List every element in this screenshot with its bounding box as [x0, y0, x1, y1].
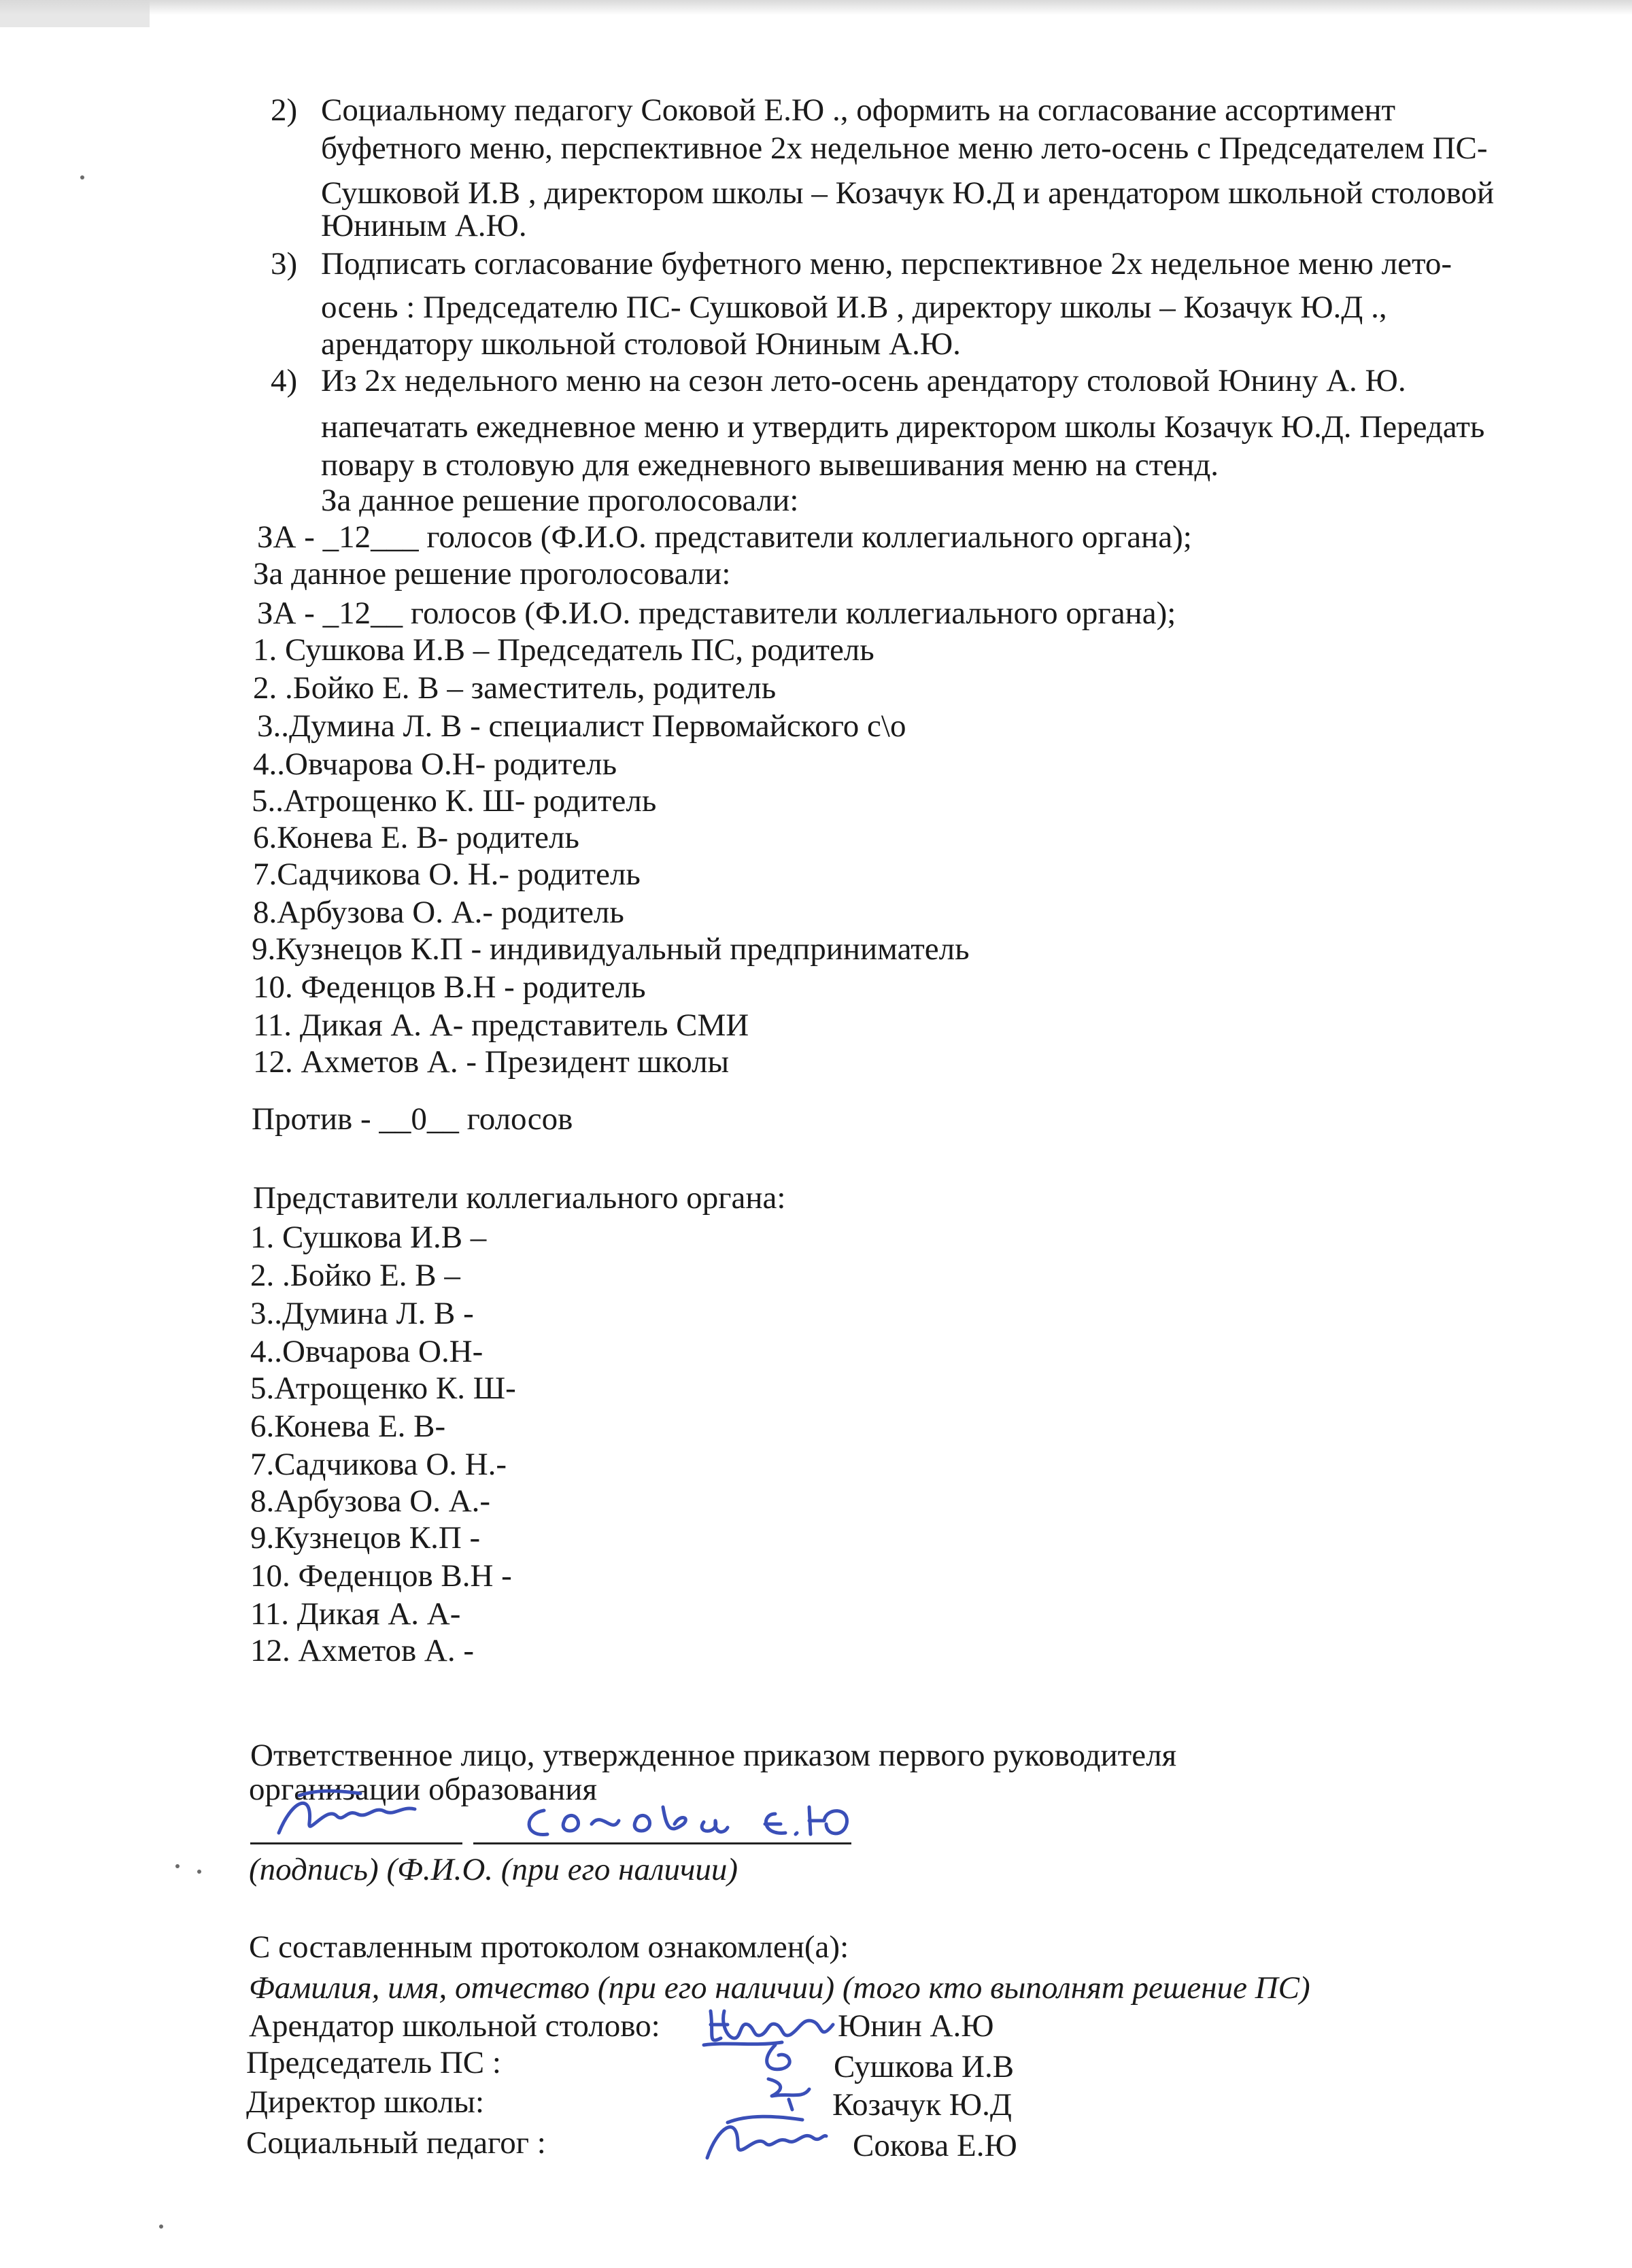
item-number: 2)	[271, 92, 298, 128]
person-name: Сушкова И.В	[834, 2049, 1015, 2084]
voter-entry: 1. Сушкова И.В – Председатель ПС, родитель	[253, 632, 874, 668]
representative-entry: 5.Атрощенко К. Ш-	[250, 1371, 516, 1406]
item-text-line: осень : Председателю ПС- Сушковой И.В , директору школы – Козачук Ю.Д .,	[321, 290, 1387, 325]
signature-image	[748, 2038, 830, 2113]
role-label: Социальный педагог :	[246, 2125, 546, 2161]
signature-image	[700, 2110, 830, 2171]
item-text-line: Юниным А.Ю.	[321, 208, 527, 243]
vote-line: ЗА - _12___ голосов (Ф.И.О. представители коллегиального органа);	[257, 519, 1192, 555]
item-number: 4)	[271, 363, 298, 398]
representative-entry: 1. Сушкова И.В –	[250, 1220, 487, 1255]
item-text-line: напечатать ежедневное меню и утвердить директором школы Козачук Ю.Д. Передать	[321, 409, 1485, 445]
item-text-line: арендатору школьной столовой Юниным А.Ю.	[321, 326, 961, 362]
voter-entry: 3..Думина Л. В - специалист Первомайского с\о	[257, 708, 906, 744]
item-text-line: буфетного меню, перспективное 2х недельное меню лето-осень с Председателем ПС-	[321, 131, 1488, 166]
item-text-line: Из 2х недельного меню на сезон лето-осень арендатору столовой Юнину А. Ю.	[321, 363, 1406, 398]
representative-entry: 12. Ахметов А. -	[250, 1633, 474, 1668]
responsible-line: Ответственное лицо, утвержденное приказом первого руководителя	[250, 1738, 1177, 1773]
representatives-heading: Представители коллегиального органа:	[253, 1180, 786, 1216]
acquainted-heading: С составленным протоколом ознакомлен(а):	[249, 1929, 849, 1965]
acquainted-caption: Фамилия, имя, отчество (при его наличии) (того кто выполнят решение ПС)	[249, 1970, 1310, 2006]
voter-entry: 11. Дикая А. А- представитель СМИ	[253, 1008, 749, 1043]
voter-entry: 12. Ахметов А. - Президент школы	[253, 1044, 730, 1080]
representative-entry: 11. Дикая А. А-	[250, 1596, 461, 1632]
vote-line: ЗА - _12__ голосов (Ф.И.О. представители коллегиального органа);	[257, 596, 1176, 631]
voter-entry: 5..Атрощенко К. Ш- родитель	[252, 783, 657, 819]
representative-entry: 2. .Бойко Е. В –	[250, 1258, 460, 1293]
representative-entry: 6.Конева Е. В-	[250, 1409, 446, 1444]
responsible-line: организации образования	[249, 1772, 597, 1807]
voter-entry: 2. .Бойко Е. В – заместитель, родитель	[253, 670, 777, 706]
representative-entry: 4..Овчарова О.Н-	[250, 1334, 483, 1369]
voter-entry: 7.Садчикова О. Н.- родитель	[253, 857, 641, 892]
representative-entry: 8.Арбузова О. А.-	[250, 1483, 491, 1519]
voter-entry: 6.Конева Е. В- родитель	[253, 820, 579, 855]
representative-entry: 3..Думина Л. В -	[250, 1296, 474, 1331]
item-text-line: повару в столовую для ежедневного вывешивания меню на стенд.	[321, 447, 1219, 483]
person-name: Юнин А.Ю	[838, 2008, 994, 2044]
role-label: Председатель ПС :	[246, 2045, 501, 2080]
person-name: Козачук Ю.Д	[832, 2087, 1012, 2123]
item-text-line: Подписать согласование буфетного меню, перспективное 2х недельное меню лето-	[321, 246, 1452, 281]
item-text-line: За данное решение проголосовали:	[321, 483, 799, 518]
handwritten-name-signature	[517, 1787, 857, 1848]
against-line: Против - __0__ голосов	[252, 1101, 573, 1137]
voter-entry: 10. Феденцов В.Н - родитель	[253, 969, 646, 1005]
role-label: Директор школы:	[246, 2084, 485, 2120]
signature-image	[272, 1785, 428, 1846]
representative-entry: 9.Кузнецов К.П -	[250, 1520, 481, 1556]
representative-entry: 10. Феденцов В.Н -	[250, 1558, 512, 1594]
vote-line: За данное решение проголосовали:	[253, 556, 731, 591]
voter-entry: 8.Арбузова О. А.- родитель	[253, 895, 624, 930]
item-text-line: Социальному педагогу Соковой Е.Ю ., оформить на согласование ассортимент	[321, 92, 1396, 128]
role-label: Арендатор школьной столово:	[249, 2008, 660, 2044]
voter-entry: 9.Кузнецов К.П - индивидуальный предприниматель	[252, 931, 970, 967]
person-name: Сокова Е.Ю	[853, 2128, 1017, 2163]
item-number: 3)	[271, 246, 298, 281]
item-text-line: Сушковой И.В , директором школы – Козачук Ю.Д и арендатором школьной столовой	[321, 175, 1495, 211]
voter-entry: 4..Овчарова О.Н- родитель	[253, 746, 617, 782]
signature-caption: (подпись) (Ф.И.О. (при его наличии)	[249, 1852, 738, 1887]
representative-entry: 7.Садчикова О. Н.-	[250, 1447, 507, 1482]
